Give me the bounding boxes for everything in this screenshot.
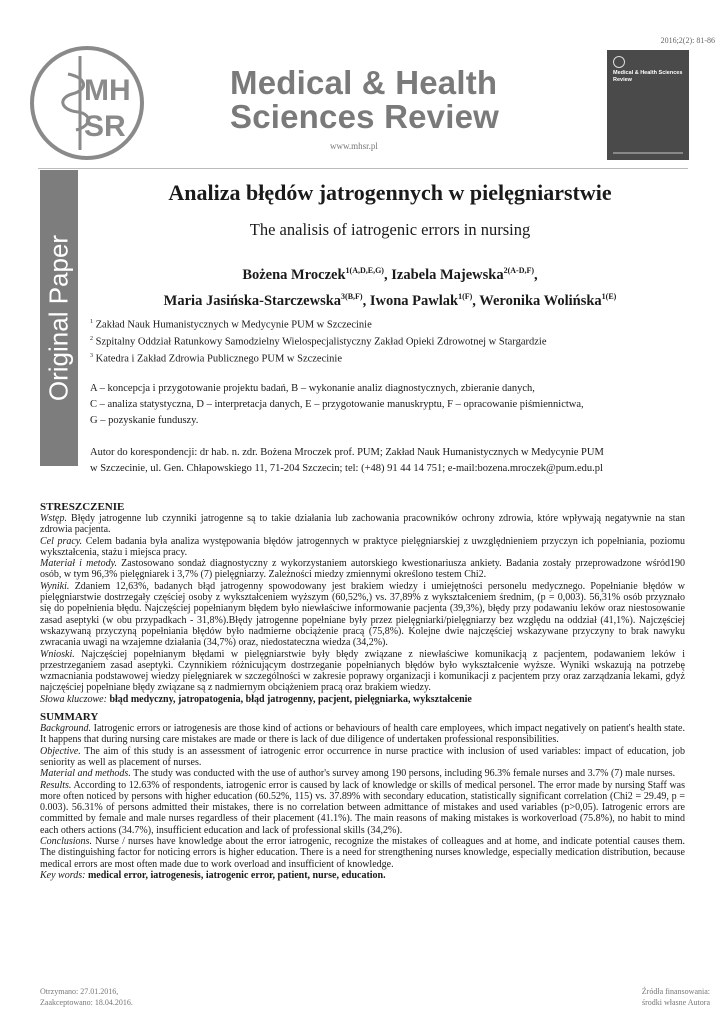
header-rule <box>38 168 688 169</box>
cover-title: Medical & Health Sciences Review <box>613 70 683 83</box>
svg-text:MH: MH <box>84 74 131 107</box>
funding-footer: Źródła finansowania: środki własne Autora <box>641 987 710 1007</box>
summary-paragraph: Material and methods. The study was conducted with the use of author's survey among 190 persons, including 96.3% female nurses and 3.7% (7) male nurses. <box>40 768 676 780</box>
author-role: 2(A-D,F) <box>503 266 535 275</box>
keywords-en: Key words: medical error, iatrogenesis, iatrogenic error, patient, nurse, education. <box>40 869 386 881</box>
keywords-pl: Słowa kluczowe: błąd medyczny, jatropatogenia, błąd jatrogenny, pacjent, pielęgniarka, wykształcenie <box>40 693 472 705</box>
affiliation-2: $^2$ Szpitalny Oddział Ratunkowy Samodzielny Wielospecjalistyczny Zakład Opieki Zdrowotnej w Stargardzie <box>90 336 547 348</box>
abstract-body <box>40 501 685 881</box>
journal-url[interactable]: www.mhsr.pl <box>330 141 378 151</box>
abstract-paragraph: Cel pracy. Celem badania była analiza występowania błędów jatrogennych w praktyce pielęgniarskiej z uwzględnieniem przyczyn ich popełniania, poziomu wykształcenia, stażu i miejsca pracy. <box>40 535 685 558</box>
summary-paragraph: Objective. The aim of this study is an assessment of iatrogenic error occurrence in nurse practice with inclusion of used variables: impact of education, job seniority as well as placement of nurses. <box>40 745 685 768</box>
author-role: 1(E) <box>601 291 617 301</box>
author-name: Maria Jasińska-Starczewska <box>163 292 342 309</box>
summary-heading: SUMMARY <box>40 711 99 724</box>
author-role: 1(F) <box>458 291 473 301</box>
author-name: Izabela Majewska <box>391 266 504 283</box>
journal-title: Medical & Health Sciences Review <box>230 64 499 135</box>
svg-text:SR: SR <box>84 110 126 143</box>
abstract-paragraph: Materiał i metody. Zastosowano sondaż diagnostyczny z wykorzystaniem autorskiego kwestionariusza ankiety. Badania zostały przeprowadzone wśród190 osób, w tym 96,3% pielęgniarek i 3,7% (7) pielęgniarzy. Zależności miedzy zmiennymi określono testem Chi2. <box>40 558 685 581</box>
summary-paragraph: Conclusions. Nurse / nurses have knowledge about the error iatrogenic, recognize the mistakes of colleagues and at home, and indicate potential causes them. The distinguishing factor for noticing errors is higher education. There is a need for strengthening nurses knowledge, especially medication distribution, because medical errors are most often made due to work overload and insufficient of knowledge. <box>40 836 685 870</box>
author-name: Weronika Wolińska <box>479 292 602 309</box>
citation: 2016;2(2): 81-86 <box>660 36 715 45</box>
article-title: Analiza błędów jatrogennych w pielęgniarstwie <box>168 180 612 205</box>
author-contributions: A – koncepcja i przygotowanie projektu badań, B – wykonanie analiz diagnostycznych, zbieranie danych, C – analiza statystyczna, D – interpretacja danych, E – przygotowanie manuskryptu, F – opracowanie piśmiennictwa, G – pozyskanie funduszy. <box>90 383 584 426</box>
correspondence: Autor do korespondencji: dr hab. n. zdr. Bożena Mroczek prof. PUM; Zakład Nauk Humanistycznych w Medycynie PUM w Szczecinie, ul. Gen. Chłapowskiego 11, 71-204 Szczecin; tel: (+48) 91 44 14 751; e-mail:bozena.mroczek@pum.edu.pl <box>90 447 604 474</box>
summary-paragraph: Results. According to 12.63% of respondents, iatrogenic error is caused by lack of knowledge or skills of medical personel. The error made by nursing Staff was more often noticed by persons with higher education (60.52%, 115) vs. 37.89% with secondary education, statistically significant correlation (Chi2 = 29.49, p = 0.003). 56.31% of persons admitted their mistakes, there is no correlation between admittance of mistakes and used variables (p>0,05). Iatrogenic errors are committed by female and male nurses regardless of their placement (41.1%). The main reasons of making mistakes is workoverload (75.8%), no habit to mind each others actions (34.7%), insufficient education and lack of professional skills (34,2%). <box>40 779 685 836</box>
author-role: 3(B,F) <box>341 291 363 301</box>
affiliation-1: $^1$ Zakład Nauk Humanistycznych w Medycynie PUM w Szczecinie <box>90 319 372 331</box>
mhsr-logo <box>28 44 146 162</box>
summary-paragraph: Background. Iatrogenic errors or iatrogenesis are those kind of actions or behaviours of health care employees, which impact negatively on patient's health state. It happens that during nursing care mistakes are made or there is lack of due diligence of undertaken professional responsibilities. <box>40 723 685 746</box>
abstract-paragraph: Wstęp. Błędy jatrogenne lub czynniki jatrogenne są to takie działania lub zachowania pracowników ochrony zdrowia, które wpływają negatywnie na stan zdrowia pacjenta. <box>40 513 685 536</box>
dates-footer: Otrzymano: 27.01.2016, Zaakceptowano: 18.04.2016. <box>40 987 133 1007</box>
author-role: 1(A,D,E,G) <box>345 266 384 275</box>
author-name: Bożena Mroczek <box>242 266 346 283</box>
journal-cover-thumbnail <box>607 50 689 160</box>
article-type-banner: Original Paper <box>40 170 78 466</box>
cover-logo-icon <box>613 56 625 68</box>
abstract-paragraph: Wnioski. Najczęściej popełnianym błędami w pielęgniarstwie były błędy związane z niewłaściwe komunikacją z pacjentem, podawaniem leków i przestrzeganiem zasad aseptyki. Czynnikiem różnicującym dostrzeganie popełnianych błędów było wykształcenie wyższe. Wyniki wskazują na potrzebę wzmacniania podstawowej wiedzy pielęgniarek w szczególności w zakresie poprawy organizacji i komunikacji z pacjentem przy oraz zarządzania lekami, gdyż najczęściej popełniane błędy związane są z nadmiernym obciążeniem pracą oraz brakiem wiedzy. <box>40 648 685 694</box>
streszczenie-heading: STRESZCZENIE <box>40 501 125 513</box>
article-subtitle: The analisis of iatrogenic errors in nursing <box>249 220 531 239</box>
author-name: Iwona Pawlak <box>369 292 459 309</box>
affiliation-3: $^3$ Katedra i Zakład Zdrowia Publicznego PUM w Szczecinie <box>90 353 343 365</box>
author-list: Bożena Mroczek$^{1(A,D,E,G)}$, Izabela Majewska$^{2(A-D,F)}$, Maria Jasińska-Starczewska$^{3(B,F)}$, Iwona Pawlak$^{1(F)}$, Weronika Wolińska$^{1(E)}$ <box>163 266 617 309</box>
abstract-paragraph: Wyniki. Zdaniem 12,63%, badanych błąd jatrogenny spowodowany jest brakiem wiedzy i umiejętności personelu medycznego. Popełnianie błędów w pielęgniarstwie dostrzegały częściej osoby z wykształceniem wyższym (60,52%,) vs. 37,89% z wykształceniem średnim, (p = 0,003). 56,31% osób przyznało się do popełnienia błędu. Najczęściej popełnianym błędem było niewłaściwe informowanie pacjenta (39,3%), błędy przy podawaniu leków oraz niestosowanie zasad aseptyki (w obu przypadkach - 31,8%).Błędy jatrogenne popełniane były przez pielęgniarki/pielęgniarzy bez względu na oddział (41,1%). Najczęściej wskazywaną przyczyną popełniania błędów było nadmierne obciążenie pracą (75,8%). Kolejne dwie najczęściej wskazywane przyczyny to brak nawyku zwracania uwagi na wzajemne działania (34,7%) oraz, niedostateczna wiedza (34,2%). <box>40 580 685 649</box>
cover-divider <box>613 152 683 154</box>
